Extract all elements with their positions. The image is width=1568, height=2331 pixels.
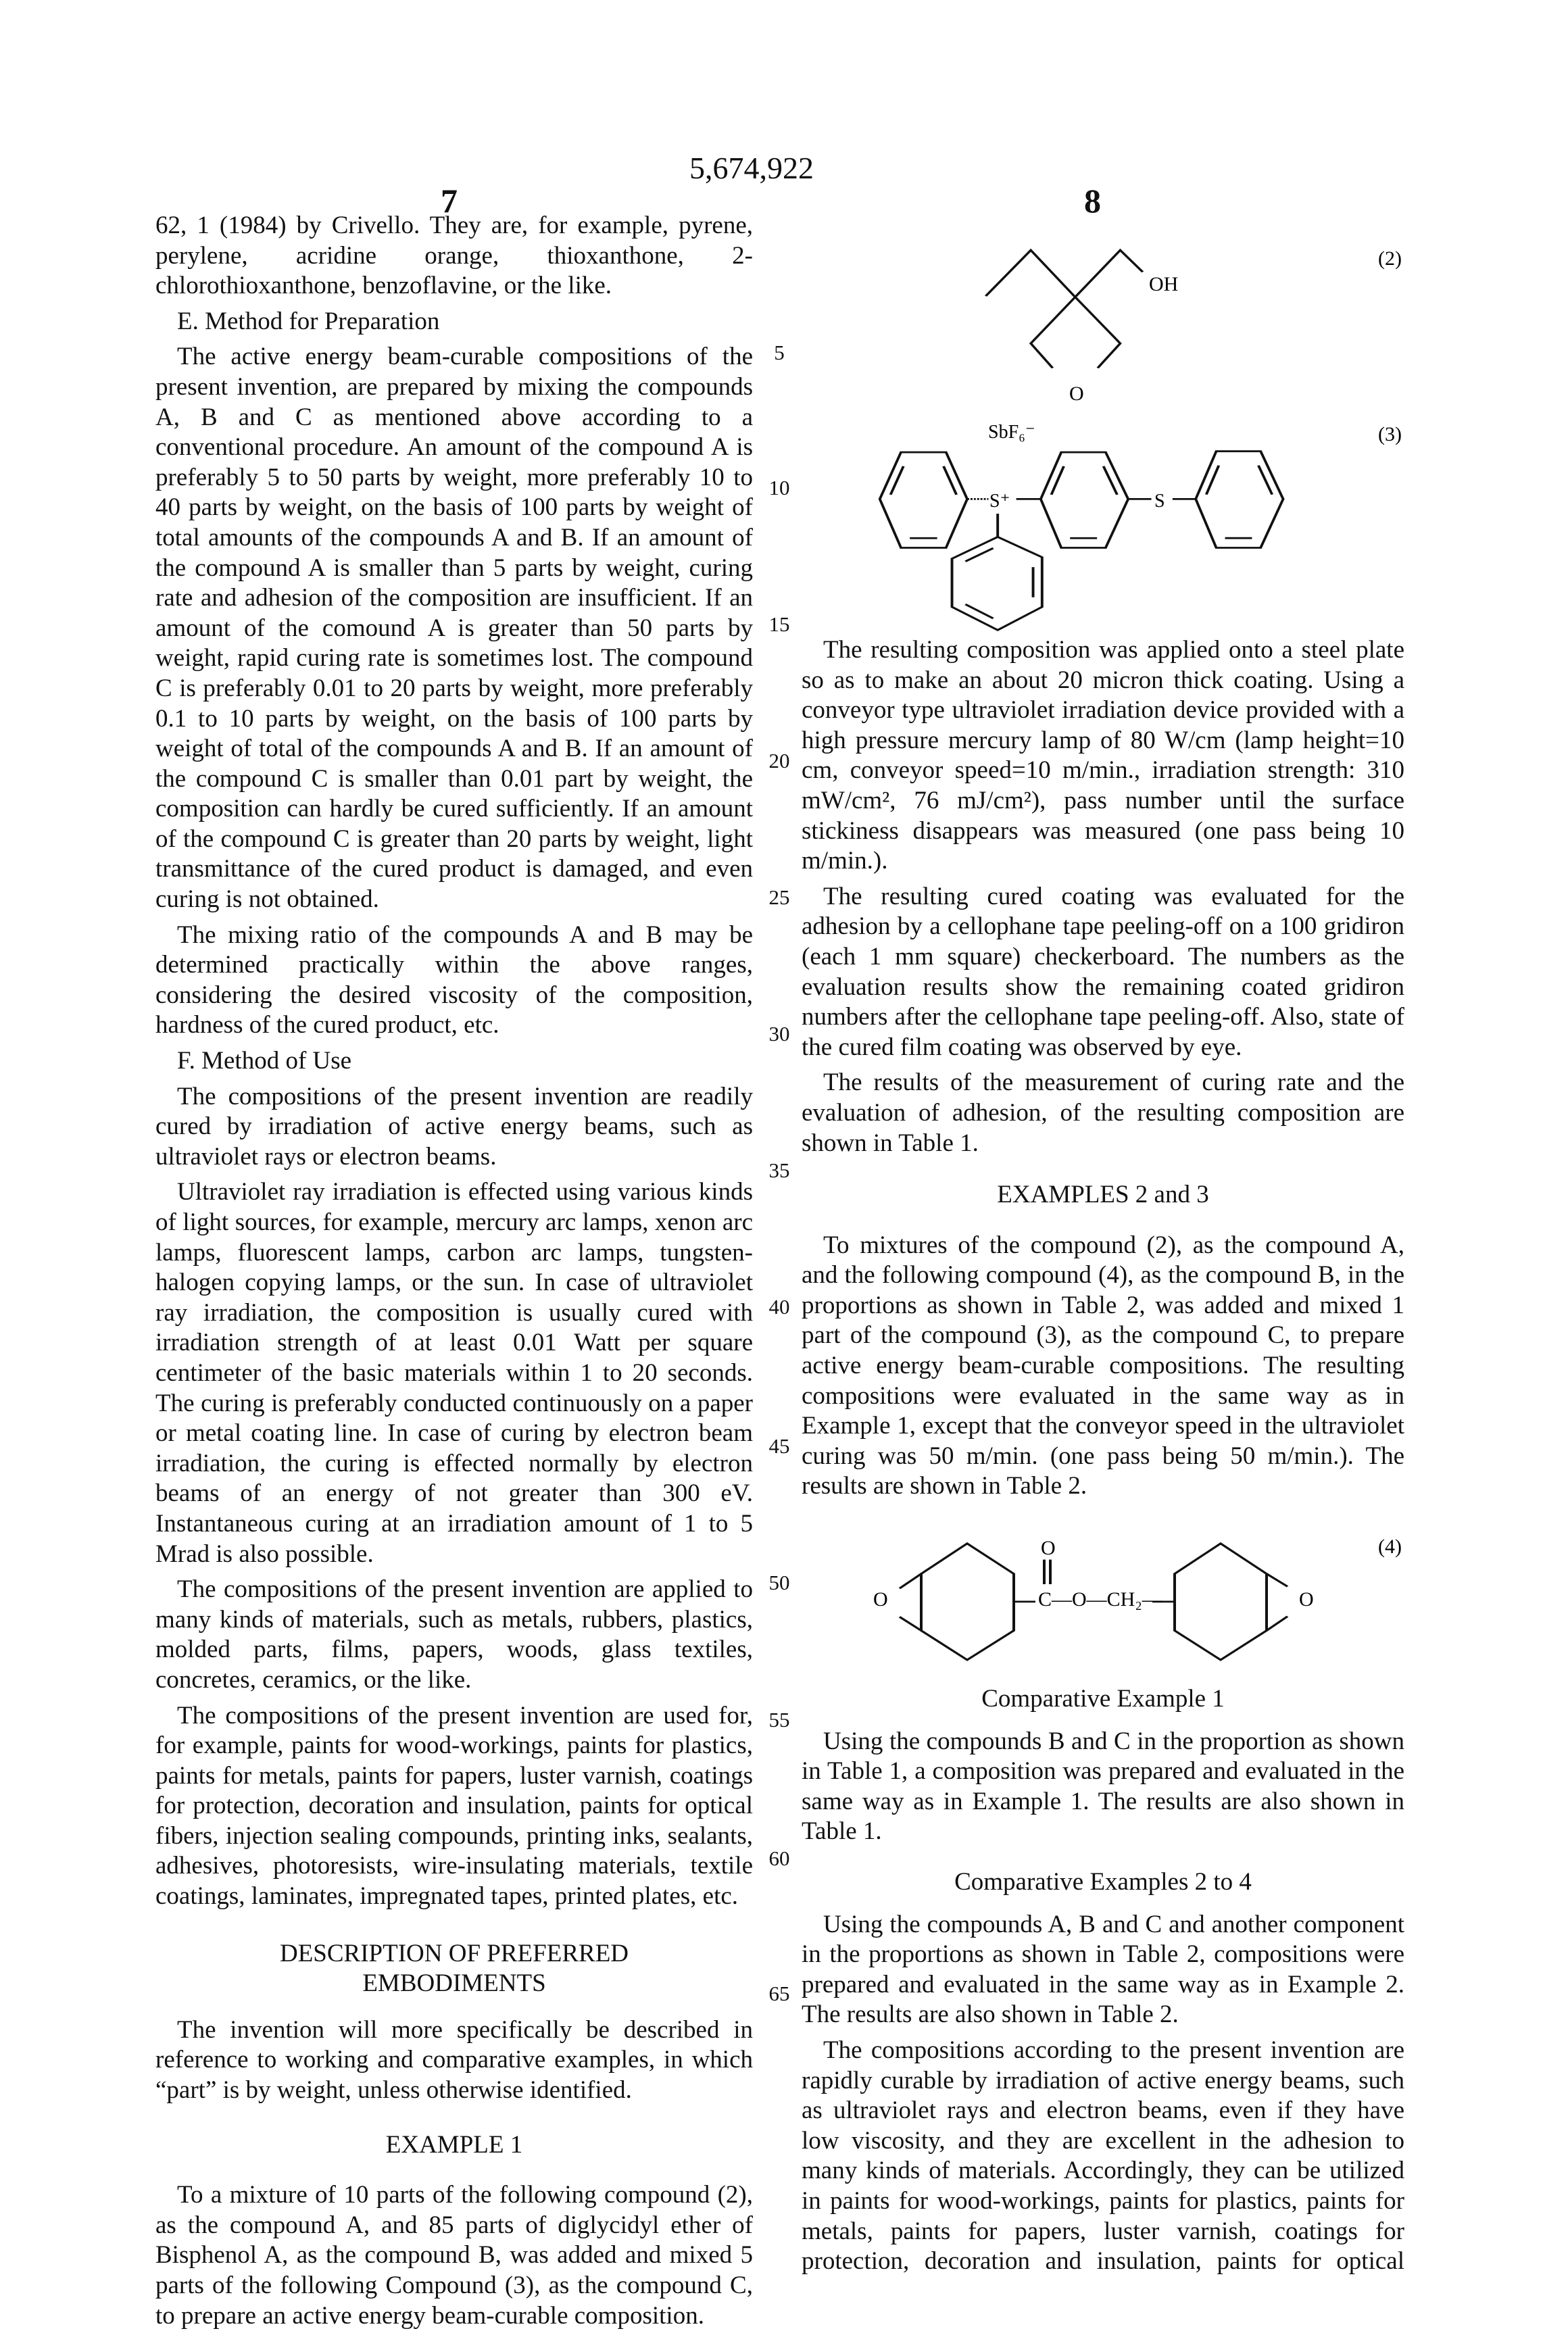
left-p2: The active energy beam-curable compositions of the present invention, are prepared by mixing the compounds A, B and C as mentioned above according to a conventional procedure. An amount of the compound A is preferably 5 to 50 parts by weight, more preferably 10 to 40 parts by weight, on the basis of 100 parts by weight of total amounts of the compounds A and B. If an amount of the compound A is smaller than 5 parts by weight, curing rate and adhesion of the composition are insufficient. If an amount of the comound A is greater than 50 parts by weight, rapid curing rate is sometimes lost. The compound C is preferably 0.01 to 20 parts by weight, more preferably 0.1 to 10 parts by weight, on the basis of 100 parts by weight of total of the compounds A and B. If an amount of the compound C is smaller than 0.01 part by weight, the composition can hardly be cured sufficiently. If an amount of the compound C is greater than 20 parts by weight, light transmittance of the cured product is damaged, and even curing is not obtained. (155, 342, 753, 914)
cyclohexane-ring (921, 1544, 1014, 1660)
bond (1267, 1617, 1288, 1631)
left-p9: To a mixture of 10 parts of the following compound (2), as the compound A, and 85 parts of diglycidyl ether of Bisphenol A, as the compound B, was added and mixed 5 parts of the following Compound (3), as the compound C, to prepare an active energy beam-curable composition. (155, 2180, 753, 2331)
line-number: 65 (762, 1982, 796, 2006)
heading-example-1: EXAMPLE 1 (155, 2130, 753, 2161)
heading-method-use: F. Method of Use (155, 1046, 753, 1077)
line-number: 30 (762, 1022, 796, 1046)
compound-3-structure (880, 451, 1283, 631)
heading-method-preparation: E. Method for Preparation (155, 307, 753, 337)
compound-2-oh: OH (1149, 273, 1178, 295)
line-number: 5 (762, 341, 796, 365)
line-number: 60 (762, 1846, 796, 1871)
line-number: 40 (762, 1295, 796, 1319)
left-p1: 62, 1 (1984) by Crivello. They are, for example, pyrene, perylene, acridine orange, thioxanthone, 2-chlorothioxanthone, benzoflavine, or the like. (155, 211, 753, 301)
line-number: 25 (762, 885, 796, 910)
cyclohexane-ring (1175, 1544, 1267, 1660)
compound-4-carbonyl-o: O (1041, 1537, 1056, 1559)
right-p1: The resulting composition was applied onto a steel plate so as to make an about 20 micron thick coating. Using a conveyor type ultraviolet irradiation device provided with a high pressure mercury lamp of 80 W/cm (lamp height=10 cm, conveyor speed=10 m/min., irradiation strength: 310 mW/cm², 76 mJ/cm²), pass number until the surface stickiness disappears was measured (one pass being 10 m/min.). (802, 635, 1404, 877)
line-number: 50 (762, 1571, 796, 1595)
right-page-number: 8 (1084, 181, 1101, 220)
heading-examples-2-3: EXAMPLES 2 and 3 (802, 1180, 1404, 1210)
compound-3-sulfonium: S⁺ (989, 491, 1010, 512)
bond (900, 1574, 921, 1589)
left-p8: The invention will more specifically be described in reference to working and comparative examples, in which “part” is by weight, unless otherwise identified. (155, 2015, 753, 2106)
line-number: 10 (762, 476, 796, 500)
line-number: 20 (762, 749, 796, 773)
compound-4-label: (4) (1378, 1536, 1402, 1558)
heading-comparative-examples-2-4: Comparative Examples 2 to 4 (802, 1867, 1404, 1898)
compound-4-epoxide-o-right: O (1299, 1588, 1314, 1611)
benzene-ring (880, 452, 967, 547)
heading-description-preferred-embodiments (155, 1939, 753, 1999)
compound-2-label: (2) (1378, 247, 1402, 270)
bond (1267, 1574, 1288, 1587)
compound-3-sulfide: S (1154, 491, 1165, 512)
right-p7: The compositions according to the present invention are rapidly curable by irradiation of active energy beams, such as ultraviolet rays and electron beams, even if they have low viscosity, and they are excellent in the adhesion to many kinds of materials. Accordingly, they can be utilized in paints for wood-workings, paints for plastics, paints for metals, paints for papers, luster varnish, coatings for protection, decoration and insulation, paints for optical (802, 2036, 1404, 2277)
compound-3-anion: SbF₆⁻ (988, 422, 1035, 443)
patent-number: 5,674,922 (689, 150, 814, 186)
right-p3: The results of the measurement of curing rate and the evaluation of adhesion, of the resulting composition are shown in Table 1. (802, 1068, 1404, 1158)
bond (900, 1617, 921, 1630)
benzene-ring (952, 537, 1042, 630)
line-number: 55 (762, 1708, 796, 1732)
line-number: 35 (762, 1158, 796, 1183)
compound-4-linker: C—O—CH₂— (1038, 1588, 1163, 1611)
left-page-number: 7 (441, 181, 458, 220)
compound-2-3-structures (811, 223, 1414, 635)
right-p6: Using the compounds A, B and C and another component in the proportions as shown in Table 2, compositions were prepared and evaluated in the same way as in Example 2. The results are also shown in Table 2. (802, 1910, 1404, 2030)
heading-line-2: EMBODIMENTS (155, 1969, 753, 1999)
benzene-ring (1196, 451, 1283, 548)
right-p2: The resulting cured coating was evaluated for the adhesion by a cellophane tape peeling-off on a 100 gridiron (each 1 mm square) checkerboard. The numbers as the evaluation results show the remaining coated gridiron numbers after the cellophane tape peeling-off. Also, state of the cured film coating was observed by eye. (802, 882, 1404, 1063)
heading-comparative-example-1: Comparative Example 1 (802, 1684, 1404, 1715)
line-number: 45 (762, 1434, 796, 1458)
right-p4: To mixtures of the compound (2), as the compound A, and the following compound (4), as the compound B, in the proportions as shown in Table 2, was added and mixed 1 part of the compound (3), as the compound C, to prepare active energy beam-curable compositions. The resulting compositions were evaluated in the same way as in Example 1, except that the conveyor speed in the ultraviolet curing was 50 m/min. (one pass being 50 m/min.). The results are shown in Table 2. (802, 1231, 1404, 1502)
compound-4-structure (811, 1529, 1414, 1664)
left-p7: The compositions of the present invention are used for, for example, paints for wood-workings, paints for plastics, paints for metals, paints for papers, luster varnish, coatings for protection, decoration and insulation, paints for optical fibers, injection sealing compounds, printing inks, sealants, adhesives, photoresists, wire-insulating materials, textile coatings, laminates, impregnated tapes, printed plates, etc. (155, 1701, 753, 1912)
left-p6: The compositions of the present invention are applied to many kinds of materials, such as metals, rubbers, plastics, molded parts, films, papers, woods, glass textiles, concretes, ceramics, or the like. (155, 1575, 753, 1695)
compound-4-epoxide-o-left: O (873, 1588, 888, 1611)
left-p5: Ultraviolet ray irradiation is effected using various kinds of light sources, for example, mercury arc lamps, xenon arc lamps, fluorescent lamps, carbon arc lamps, tungsten-halogen copying lamps, or the sun. In case of ultraviolet ray irradiation, the composition is usually cured with irradiation strength of at least 0.01 Watt per square centimeter of the basic materials within 1 to 20 seconds. The curing is preferably conducted continuously on a paper or metal coating line. In case of curing by electron beam irradiation, the curing is effected normally by electron beams of an energy of not greater than 300 eV. Instantaneous curing at an irradiation amount of 1 to 5 Mrad is also possible. (155, 1177, 753, 1569)
left-p4: The compositions of the present invention are readily cured by irradiation of active energy beams, such as ultraviolet rays or electron beams. (155, 1082, 753, 1173)
benzene-ring (1041, 452, 1128, 547)
right-p5: Using the compounds B and C in the proportion as shown in Table 1, a composition was prepared and evaluated in the same way as in Example 1. The results are also shown in Table 1. (802, 1727, 1404, 1847)
right-column (802, 223, 1404, 2277)
left-column (155, 211, 753, 2331)
left-p3: The mixing ratio of the compounds A and B may be determined practically within the above ranges, considering the desired viscosity of the composition, hardness of the cured product, etc. (155, 921, 753, 1041)
heading-line-1: DESCRIPTION OF PREFERRED (155, 1939, 753, 1969)
line-number: 15 (762, 612, 796, 637)
compound-2-structure (986, 250, 1143, 368)
compound-3-label: (3) (1378, 423, 1402, 445)
compound-2-oxygen: O (1069, 383, 1084, 405)
